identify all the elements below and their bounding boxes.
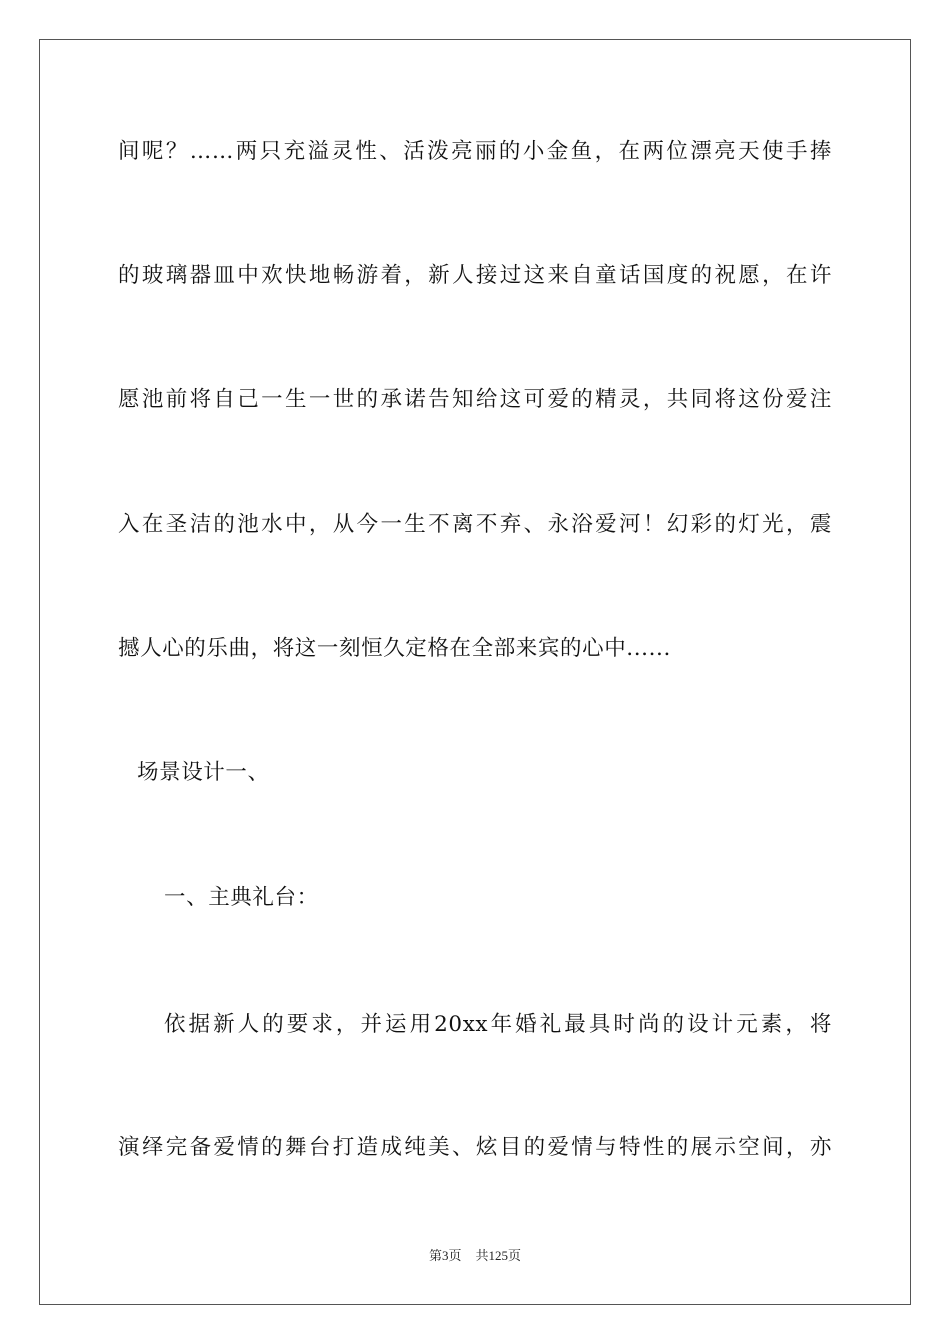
page-footer: [0, 1246, 950, 1266]
page-number-total: 共125页: [475, 1248, 522, 1263]
body-line-3: 愿池前将自己一生一世的承诺告知给这可爱的精灵，共同将这份爱注: [118, 387, 832, 412]
subheading-main-stage: 一、主典礼台：: [164, 885, 319, 910]
body-line-8: 依据新人的要求，并运用20xx年婚礼最具时尚的设计元素，将: [164, 1012, 832, 1037]
body-line-2: 的玻璃器皿中欢快地畅游着，新人接过这来自童话国度的祝愿，在许: [118, 263, 832, 288]
body-line-4: 入在圣洁的池水中，从今一生不离不弃、永浴爱河！幻彩的灯光，震: [118, 512, 832, 537]
section-heading-scene-design: 场景设计一、: [137, 760, 270, 785]
page-number-current: 第3页: [428, 1248, 462, 1263]
body-line-5: 撼人心的乐曲，将这一刻恒久定格在全部来宾的心中......: [118, 636, 671, 661]
body-line-9: 演绎完备爱情的舞台打造成纯美、炫目的爱情与特性的展示空间，亦: [118, 1135, 832, 1160]
body-line-1: 间呢？……两只充溢灵性、活泼亮丽的小金鱼，在两位漂亮天使手捧: [118, 139, 832, 164]
page-frame: [39, 39, 911, 1305]
